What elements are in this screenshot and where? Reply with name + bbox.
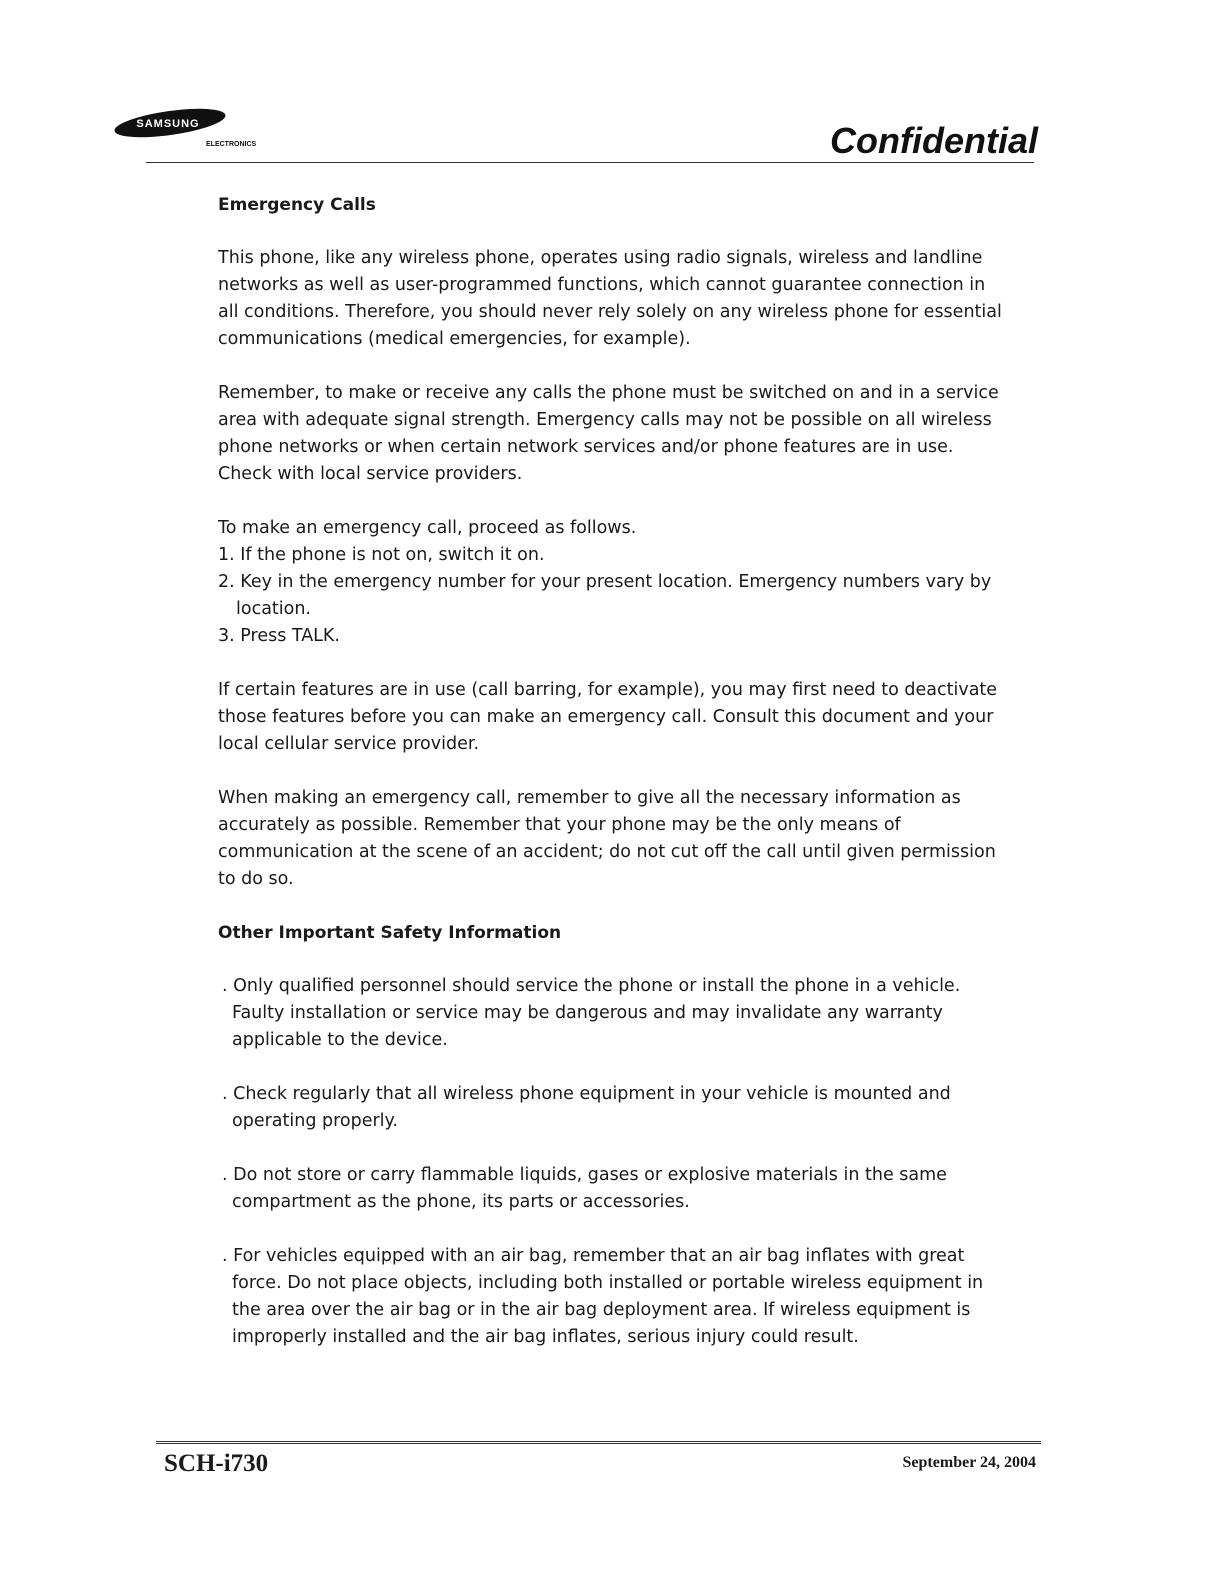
bullet-text: . Do not store or carry flammable liquids, gases or explosive materials in the same compartment as the phone, its parts or accessories. [222,1165,947,1212]
list-item: 1. If the phone is not on, switch it on. [218,545,545,565]
list-item [222,1243,1008,1351]
steps-list [218,515,1008,650]
list-item [222,973,1008,1054]
footer-date: September 24, 2004 [902,1454,1036,1471]
footer-divider [156,1441,1041,1446]
bullet-text: . Check regularly that all wireless phone equipment in your vehicle is mounted and operating properly. [222,1084,951,1131]
steps-intro: To make an emergency call, proceed as follows. [218,518,637,538]
header-divider [146,162,1034,163]
paragraph: If certain features are in use (call barring, for example), you may first need to deactivate those features before you can make an emergency call. Consult this document and your local cellular service provider. [218,680,998,754]
footer-model: SCH-i730 [164,1450,269,1477]
list-item: 2. Key in the emergency number for your present location. Emergency numbers vary by location. [218,572,992,619]
list-item [222,1081,1008,1135]
confidential-label: Confidential [830,120,1038,161]
samsung-logo [112,106,272,150]
logo-sub-text: ELECTRONICS [206,141,257,148]
paragraph: Remember, to make or receive any calls the phone must be switched on and in a service area with adequate signal strength. Emergency calls may not be possible on all wireless phone networks or when certain network services and/or phone features are in use. Check with local service providers. [218,383,999,484]
bullet-text: . For vehicles equipped with an air bag, remember that an air bag inflates with great force. Do not place objects, including both installed or portable wireless equipment in the area over the air bag or in the air bag deployment area. If wireless equipment is improperly installed and the air bag inflates, serious injury could result. [222,1246,984,1347]
page-content [218,192,1008,1378]
section-title-emergency: Emergency Calls [218,195,376,215]
paragraph: This phone, like any wireless phone, operates using radio signals, wireless and landline networks as well as user-programmed functions, which cannot guarantee connection in all conditions. Therefore, you should never rely solely on any wireless phone for essential communications (medical emergencies, for example). [218,248,1002,349]
logo-brand-text: SAMSUNG [136,118,200,130]
paragraph: When making an emergency call, remember to give all the necessary information as accurately as possible. Remember that your phone may be the only means of communication at the scene of an accident; do not cut off the call until given permission to do so. [218,788,996,889]
list-item [222,1162,1008,1216]
bullet-text: . Only qualified personnel should service the phone or install the phone in a vehicle. Faulty installation or service may be dangerous and may invalidate any warranty applicable to the device. [222,976,961,1050]
section-title-safety: Other Important Safety Information [218,923,562,943]
list-item: 3. Press TALK. [218,626,340,646]
